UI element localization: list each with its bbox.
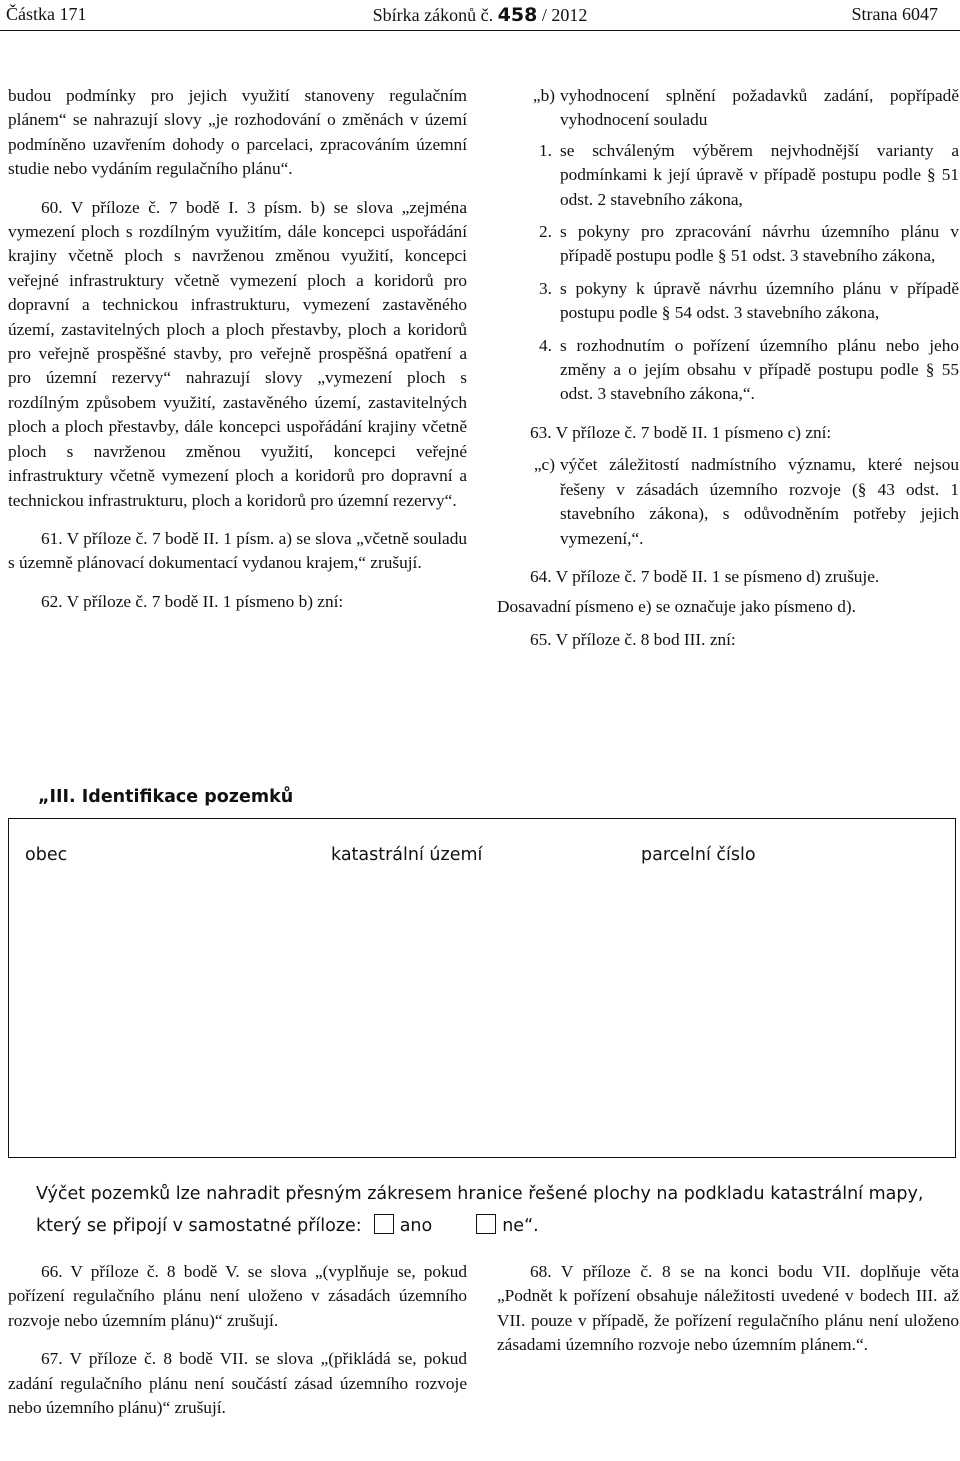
sub-item-num: 2. xyxy=(539,222,552,242)
letter-c-text: výčet záležitostí nadmístního významu, které nejsou řešeny v zásadách územního rozvoje (§ 43 odst. 1 stavebního zákona), s odůvodněním potřeby jejich vymezení,“. xyxy=(560,455,959,548)
header-collection-name: Sbírka zákonů č. xyxy=(372,5,498,25)
sub-item-num: 1. xyxy=(539,140,552,160)
form-note: Výčet pozemků lze nahradit přesným zákresem hranice řešené plochy na podkladu katastrální mapy, xyxy=(36,1184,924,1204)
sub-item-text: s rozhodnutím o pořízení územního plánu nebo jeho změny a o jejím obsahu v případě postupu podle § 55 odst. 3 stavebního zákona,“. xyxy=(560,335,959,404)
page-header xyxy=(0,0,960,30)
item-62: 62. V příloze č. 7 bodě II. 1 písmeno b) zní: xyxy=(41,591,344,611)
left-column xyxy=(8,84,467,614)
sub-item-num: 3. xyxy=(539,278,552,298)
bottom-right-column xyxy=(497,1260,959,1358)
form-table xyxy=(8,818,956,1158)
letter-c-label: „c) xyxy=(533,455,555,475)
form-title: „III. Identifikace pozemků xyxy=(38,787,294,807)
identification-form xyxy=(0,760,960,1250)
sub-item-num: 4. xyxy=(539,335,552,355)
option-yes-label: ano xyxy=(399,1216,433,1236)
item-61: 61. V příloze č. 7 bodě II. 1 písm. a) se slova „včetně souladu s územně plánovací dokumentací vydanou krajem,“ zrušují. xyxy=(8,528,467,573)
checkbox-no[interactable] xyxy=(476,1214,496,1234)
sub-item-4 xyxy=(497,334,959,407)
column-header-cadastral: katastrální území xyxy=(331,845,483,865)
item-64: 64. V příloze č. 7 bodě II. 1 se písmeno d) zrušuje. xyxy=(530,566,880,586)
header-page: Strana 6047 xyxy=(851,4,938,24)
letter-b-text: vyhodnocení splnění požadavků zadání, popřípadě vyhodnocení souladu xyxy=(560,86,959,130)
letter-b xyxy=(497,84,959,133)
header-part: Částka 171 xyxy=(6,4,87,24)
column-header-parcel: parcelní číslo xyxy=(641,845,756,865)
item-64-note: Dosavadní písmeno e) se označuje jako písmeno d). xyxy=(497,597,856,617)
item-60: 60. V příloze č. 7 bodě I. 3 písm. b) se slova „zejména vymezení ploch s rozdílným využitím, dále koncepci uspořádání krajiny včetně ploch s navrženou změnou využití, koncepci veřejné infrastruktury včetně vymezení ploch a koridorů pro dopravní a technickou infrastrukturu, vymezení zastavěného území, zastavitelných ploch a ploch přestavby, ploch a koridorů pro veřejně prospěšné stavby, pro veřejně prospěšná opatření a pro územní rezervy“ nahrazují slovy „vymezení ploch s rozdílným způsobem využití, zastavěného území, zastavitelných ploch a ploch přestavby, dále koncepci uspořádání krajiny včetně ploch s navrženou změnou využití, koncepci veřejné infrastruktury včetně vymezení ploch a koridorů pro dopravní a technickou infrastrukturu, ploch a koridorů pro územní rezervy“. xyxy=(8,197,467,510)
item-68: 68. V příloze č. 8 se na konci bodu VII. doplňuje věta „Podnět k pořízení obsahuje náležitosti uvedené v bodech III. až VII. pouze v případě, že pořízení regulačního plánu není uloženo zásadami územního rozvoje nebo územním plánem.“. xyxy=(497,1262,959,1355)
sub-item-text: s pokyny k úpravě návrhu územního plánu v případě postupu podle § 54 odst. 3 stavebního zákona, xyxy=(560,278,959,323)
column-header-obec: obec xyxy=(25,845,68,865)
form-note-text: který se připojí v samostatné příloze: xyxy=(36,1216,362,1236)
bottom-left-column xyxy=(8,1260,467,1420)
right-column xyxy=(497,84,959,652)
option-no-label: ne“. xyxy=(502,1216,539,1236)
form-note-line2 xyxy=(36,1214,539,1236)
sub-item-text: se schváleným výběrem nejvhodnější varianty a podmínkami k její úpravě v případě postupu podle § 51 odst. 2 stavebního zákona, xyxy=(560,140,959,209)
item-65: 65. V příloze č. 8 bod III. zní: xyxy=(530,629,736,649)
sub-item-1 xyxy=(497,139,959,212)
letter-c xyxy=(497,453,959,551)
sub-item-2 xyxy=(497,220,959,269)
header-number: 458 xyxy=(497,4,538,26)
header-year: / 2012 xyxy=(537,5,588,25)
header-divider xyxy=(0,30,960,31)
sub-item-3 xyxy=(497,277,959,326)
header-collection xyxy=(0,4,960,26)
sub-item-text: s pokyny pro zpracování návrhu územního plánu v případě postupu podle § 51 odst. 3 stavebního zákona, xyxy=(560,222,959,266)
item-66: 66. V příloze č. 8 bodě V. se slova „(vyplňuje se, pokud pořízení regulačního plánu není uloženo v zásadách územního rozvoje nebo územním plánu)“ zrušují. xyxy=(8,1262,467,1330)
item-67: 67. V příloze č. 8 bodě VII. se slova „(přikládá se, pokud zadání regulačního plánu není součástí zásad územního rozvoje nebo územního plánu)“ zrušují. xyxy=(8,1349,467,1418)
checkbox-yes[interactable] xyxy=(374,1214,394,1234)
continuation-paragraph: budou podmínky pro jejich využití stanoveny regulačním plánem“ se nahrazují slovy „je rozhodování o změnách v území podmíněno uzavřením dohody o parcelaci, zpracováním územní studie nebo vydáním regulačního plánu“. xyxy=(8,86,467,179)
letter-b-label: „b) xyxy=(532,86,555,105)
item-63: 63. V příloze č. 7 bodě II. 1 písmeno c) zní: xyxy=(530,422,832,442)
